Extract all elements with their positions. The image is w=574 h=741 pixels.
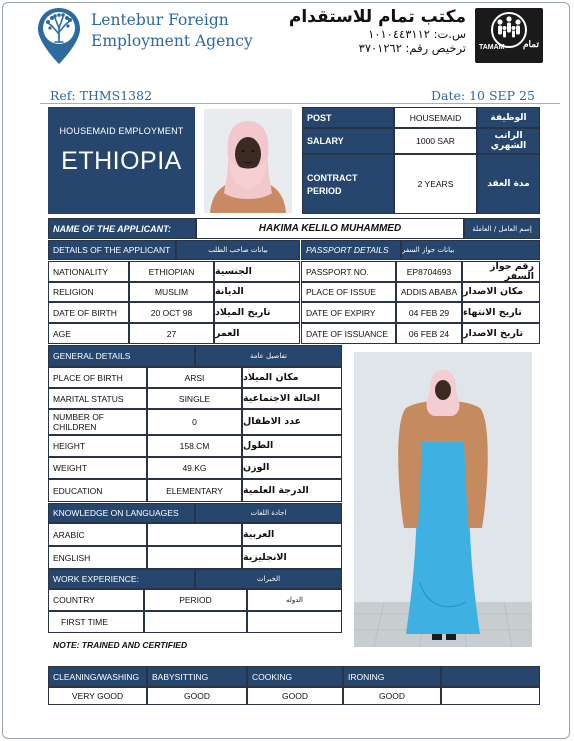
commercial-registration: س.ت: ١٠١٠٤٤٣١١٢ bbox=[368, 27, 466, 41]
first-time-label: FIRST TIME bbox=[48, 611, 144, 633]
passport-label: PASSPORT NO. bbox=[301, 261, 396, 282]
language-level bbox=[147, 546, 242, 569]
skill-label: CLEANING/WASHING bbox=[48, 666, 147, 687]
general-value: SINGLE bbox=[147, 388, 242, 409]
country-label: COUNTRY bbox=[48, 589, 144, 611]
passport-label: DATE OF EXPIRY bbox=[301, 302, 396, 323]
first-time-period bbox=[144, 611, 247, 633]
detail-label: DATE OF BIRTH bbox=[48, 302, 129, 323]
tree-pin-logo-icon bbox=[36, 6, 82, 66]
detail-value: MUSLIM bbox=[129, 282, 214, 302]
passport-header-arabic: بيانات جواز السفر bbox=[401, 240, 540, 260]
skill-label: IRONING bbox=[343, 666, 441, 687]
general-value: 158.CM bbox=[147, 435, 242, 457]
applicant-full-body-photo bbox=[354, 352, 532, 647]
work-header-arabic: الخبرات bbox=[195, 569, 342, 589]
general-arabic: الوزن bbox=[242, 457, 342, 479]
passport-arabic: مكان الاصدار bbox=[462, 282, 540, 302]
general-value: ELEMENTARY bbox=[147, 479, 242, 502]
first-time-country bbox=[247, 611, 342, 633]
detail-arabic: الديانة bbox=[214, 282, 300, 302]
agency-name-line1: Lentebur Foreign bbox=[91, 11, 229, 29]
detail-arabic: تاريخ الميلاد bbox=[214, 302, 300, 323]
document-date: Date: 10 SEP 25 bbox=[431, 88, 535, 103]
post-arabic: الوظيفة bbox=[477, 107, 540, 128]
general-label: EDUCATION bbox=[48, 479, 147, 502]
details-header-arabic: بيانات صاحب الطلب bbox=[176, 240, 300, 260]
agency-arabic-block bbox=[276, 7, 466, 55]
tamam-logo bbox=[475, 8, 543, 63]
passport-value: 04 FEB 29 bbox=[396, 302, 462, 323]
language-level bbox=[147, 523, 242, 546]
detail-label: AGE bbox=[48, 323, 129, 344]
title-country: ETHIOPIA bbox=[61, 147, 182, 175]
general-label: PLACE OF BIRTH bbox=[48, 367, 147, 388]
general-arabic: الطول bbox=[242, 435, 342, 457]
logo-text-en: TAMAM bbox=[479, 44, 505, 51]
contract-value: 2 YEARS bbox=[394, 154, 477, 214]
period-arabic: الدوله bbox=[247, 589, 342, 611]
detail-value: ETHIOPIAN bbox=[129, 261, 214, 282]
language-arabic: العربية bbox=[242, 523, 342, 546]
general-label: WEIGHT bbox=[48, 457, 147, 479]
agency-arabic-name: مكتب تمام للاستقدام bbox=[288, 7, 466, 27]
contract-arabic: مدة العقد bbox=[477, 154, 540, 214]
skill-rating: VERY GOOD bbox=[48, 687, 147, 705]
contract-label-line2: PERIOD bbox=[307, 185, 342, 196]
language-arabic: الانجليزية bbox=[242, 546, 342, 569]
header-divider bbox=[40, 103, 560, 104]
detail-value: 20 OCT 98 bbox=[129, 302, 214, 323]
salary-value: 1000 SAR bbox=[394, 128, 477, 154]
agency-name-line2: Employment Agency bbox=[91, 32, 253, 50]
applicant-name-arabic: إسم العامل / العاملة bbox=[464, 218, 540, 239]
language-label: ARABIC bbox=[48, 523, 147, 546]
applicant-portrait-photo bbox=[204, 109, 292, 213]
salary-arabic: الراتب الشهري bbox=[477, 128, 540, 154]
general-arabic: مكان الميلاد bbox=[242, 367, 342, 388]
title-block bbox=[48, 107, 195, 214]
detail-value: 27 bbox=[129, 323, 214, 344]
passport-value: 06 FEB 24 bbox=[396, 323, 462, 344]
passport-header: PASSPORT DETAILS bbox=[301, 240, 401, 260]
people-icon bbox=[475, 8, 543, 63]
post-label: POST bbox=[302, 107, 394, 128]
passport-arabic: تاريخ الانتهاء bbox=[462, 302, 540, 323]
applicant-name-value: HAKIMA KELILO MUHAMMED bbox=[196, 218, 464, 239]
general-value: 0 bbox=[147, 409, 242, 435]
passport-value: ADDIS ABABA bbox=[396, 282, 462, 302]
skill-label: BABYSITTING bbox=[147, 666, 247, 687]
general-arabic: الدرجة العلمية bbox=[242, 479, 342, 502]
languages-header: KNOWLEDGE ON LANGUAGES bbox=[48, 503, 195, 523]
detail-label: RELIGION bbox=[48, 282, 129, 302]
detail-label: NATIONALITY bbox=[48, 261, 129, 282]
detail-arabic: العمر bbox=[214, 323, 300, 344]
languages-header-arabic: اجادة اللغات bbox=[195, 503, 342, 523]
contract-label-line1: CONTRACT bbox=[307, 172, 358, 183]
logo-text-ar: تمام bbox=[522, 39, 539, 49]
skill-empty-header bbox=[441, 666, 540, 687]
general-label: MARITAL STATUS bbox=[48, 388, 147, 409]
note-text: NOTE: TRAINED AND CERTIFIED bbox=[48, 633, 342, 656]
general-label-line2: CHILDREN bbox=[53, 422, 97, 432]
general-arabic: عدد الاطفال bbox=[242, 409, 342, 435]
general-header: GENERAL DETAILS bbox=[48, 345, 195, 367]
general-arabic: الحالة الاجتماعية bbox=[242, 388, 342, 409]
general-value: ARSI bbox=[147, 367, 242, 388]
passport-value: EP8704693 bbox=[396, 261, 462, 282]
skill-rating: GOOD bbox=[147, 687, 247, 705]
detail-arabic: الجنسية bbox=[214, 261, 300, 282]
skill-label: COOKING bbox=[247, 666, 343, 687]
passport-label: DATE OF ISSUANCE bbox=[301, 323, 396, 344]
salary-label: SALARY bbox=[302, 128, 394, 154]
general-value: 49.KG bbox=[147, 457, 242, 479]
skill-empty-cell bbox=[441, 687, 540, 705]
license-number: ترخيص رقم: ٣٧٠١٢٦٢ bbox=[358, 41, 466, 55]
applicant-name-label: NAME OF THE APPLICANT: bbox=[48, 218, 196, 239]
passport-label: PLACE OF ISSUE bbox=[301, 282, 396, 302]
general-label: HEIGHT bbox=[48, 435, 147, 457]
skill-rating: GOOD bbox=[247, 687, 343, 705]
passport-arabic: رقم جواز السفر bbox=[462, 261, 540, 282]
general-label bbox=[48, 409, 147, 435]
reference-number: Ref: THMS1382 bbox=[50, 88, 153, 103]
work-header: WORK EXPERIENCE: bbox=[48, 569, 195, 589]
language-label: ENGLISH bbox=[48, 546, 147, 569]
post-value: HOUSEMAID bbox=[394, 107, 477, 128]
agency-name bbox=[91, 10, 253, 52]
general-header-arabic: تفاصيل عامة bbox=[195, 345, 342, 367]
title-small: HOUSEMAID EMPLOYMENT bbox=[59, 126, 184, 136]
passport-arabic: تاريخ الاصدار bbox=[462, 323, 540, 344]
skill-rating: GOOD bbox=[343, 687, 441, 705]
details-header: DETAILS OF THE APPLICANT bbox=[48, 240, 176, 260]
contract-label bbox=[302, 154, 394, 214]
general-label-line1: NUMBER OF bbox=[53, 412, 104, 422]
period-label: PERIOD bbox=[144, 589, 247, 611]
